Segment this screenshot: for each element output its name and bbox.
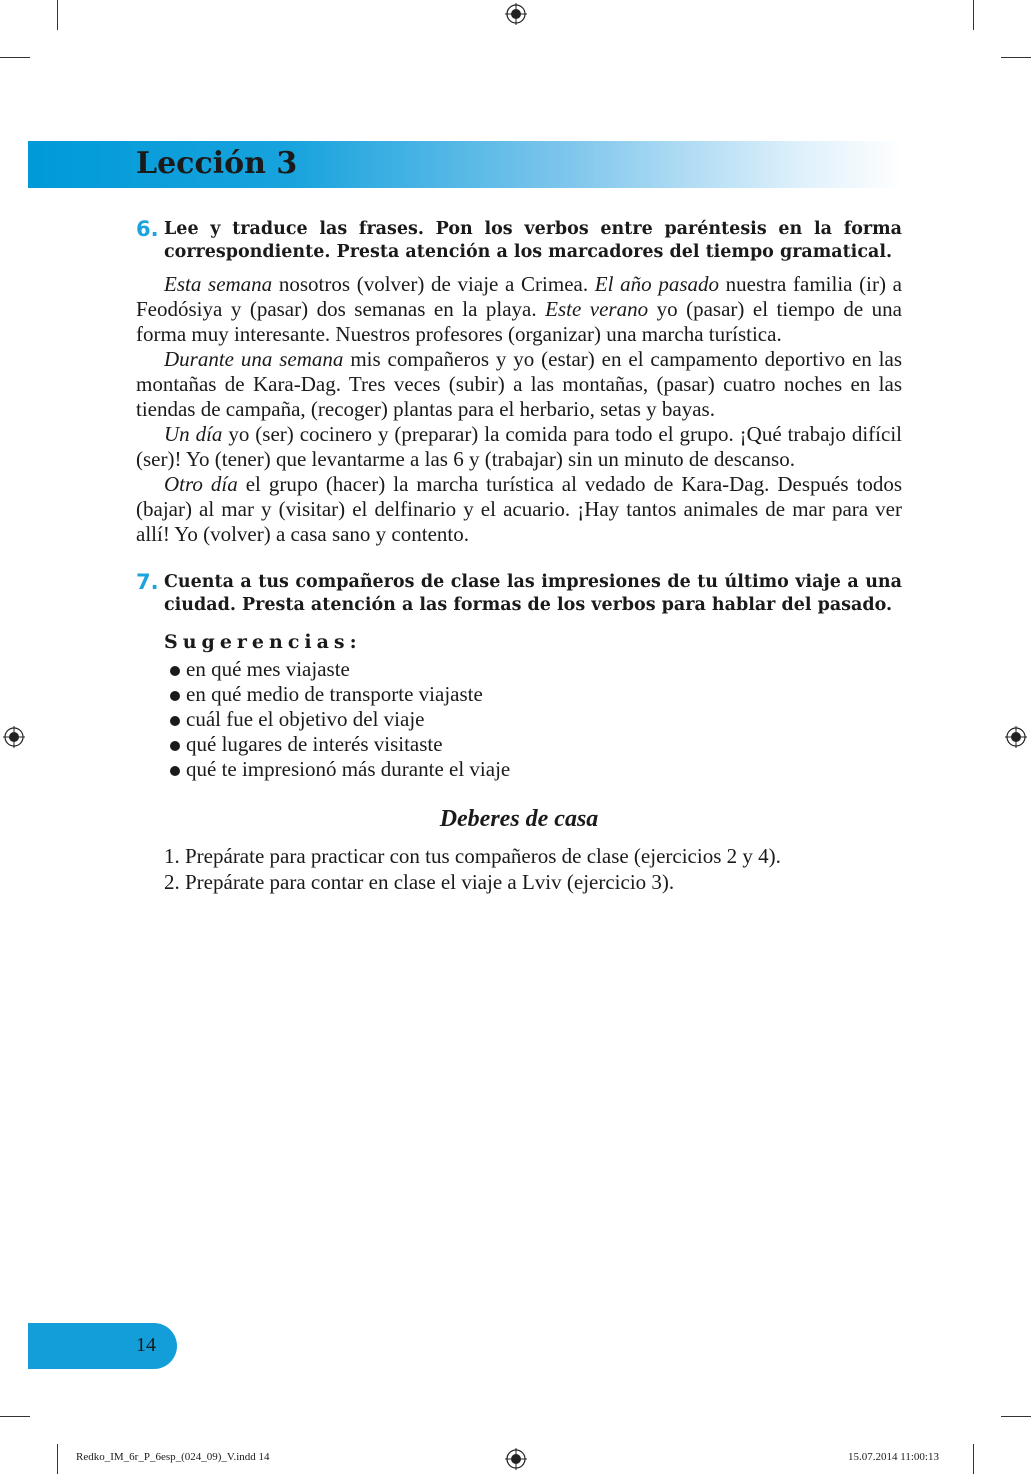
homework-list (136, 843, 902, 895)
exercise-7-instruction: Cuenta a tus compañeros de clase las impresiones de tu último viaje a una ciudad. Presta atención a las formas de los verbos para hablar del pasado. (164, 572, 902, 615)
registration-mark-icon (3, 726, 25, 748)
crop-mark (973, 1444, 974, 1474)
suggestions-title: Sugerencias: (164, 631, 362, 653)
crop-mark (1001, 1416, 1031, 1417)
crop-mark (1001, 57, 1031, 58)
time-marker: Durante una semana (164, 347, 344, 371)
exercise-7-number: 7. (136, 570, 159, 594)
paragraph-text: nosotros (volver) de viaje a Crimea. (272, 272, 595, 296)
exercise-6-number: 6. (136, 217, 159, 241)
bullet-icon (170, 691, 180, 701)
paragraph-text: yo (ser) cocinero y (preparar) la comida para todo el grupo. ¡Qué trabajo difícil (ser)! Yo (tener) que levantarme a las 6 y (trabajar) sin un minuto de descanso. (136, 422, 902, 471)
suggestion-text: qué te impresionó más durante el viaje (186, 757, 511, 781)
exercise-6-instruction: Lee y traduce las frases. Pon los verbos entre paréntesis en la forma correspondiente. Presta atención a los marcadores del tiempo gramatical. (164, 219, 902, 262)
exercise-7-header (136, 571, 902, 617)
suggestion-item (170, 682, 902, 707)
paragraph-text: mis compañeros y yo (estar) en el campamento deportivo en las montañas de Kara-Dag. Tres veces (subir) a las montañas, (pasar) cuatro noches en las tiendas de campaña, (recoger) plantas para el herbario, setas y bayas. (136, 347, 903, 421)
bullet-icon (170, 741, 180, 751)
crop-mark (973, 0, 974, 30)
suggestion-text: cuál fue el objetivo del viaje (186, 707, 425, 731)
print-slug-date: 15.07.2014 11:00:13 (848, 1451, 939, 1463)
page-content (136, 218, 902, 895)
time-marker: Esta semana (164, 272, 273, 296)
paragraph-text: yo (pasar) el tiempo de una forma muy interesante. Nuestros profesores (organizar) una marcha turística. (136, 297, 902, 346)
bullet-icon (170, 666, 180, 676)
suggestions-list (136, 657, 902, 782)
paragraph-text: el grupo (hacer) la marcha turística al vedado de Kara-Dag. Después todos (bajar) al mar y (visitar) el delfinario y el acuario. ¡Hay tantos animales de mar para ver allí! Yo (volver) a casa sano y contento. (136, 472, 902, 546)
homework-item: 2. Prepárate para contar en clase el viaje a Lviv (ejercicio 3). (164, 870, 675, 894)
exercise-6-paragraph-4 (136, 472, 902, 547)
suggestion-item (170, 757, 902, 782)
suggestion-item (170, 707, 902, 732)
registration-mark-icon (505, 3, 527, 25)
time-marker: Este verano (545, 297, 649, 321)
suggestion-item (170, 657, 902, 682)
print-slug-filename: Redko_IM_6r_P_6esp_(024_09)_V.indd 14 (76, 1451, 270, 1463)
crop-mark (0, 57, 30, 58)
crop-mark (57, 0, 58, 30)
homework-title: Deberes de casa (439, 806, 599, 832)
lesson-title: Lección 3 (136, 146, 298, 181)
crop-mark (57, 1444, 58, 1474)
exercise-6-paragraph-2 (136, 347, 902, 422)
suggestion-text: en qué medio de transporte viajaste (186, 682, 483, 706)
paragraph-text: nuestra familia (ir) a Feodósiya y (pasar) dos semanas en la playa. (136, 272, 902, 321)
time-marker: Otro día (164, 472, 238, 496)
time-marker: Un día (164, 422, 223, 446)
suggestion-item (170, 732, 902, 757)
suggestion-text: en qué mes viajaste (186, 657, 350, 681)
time-marker: El año pasado (594, 272, 719, 296)
homework-item: 1. Prepárate para practicar con tus compañeros de clase (ejercicios 2 y 4). (164, 844, 781, 868)
page-number: 14 (136, 1334, 156, 1356)
exercise-6-paragraph-3 (136, 422, 902, 472)
bullet-icon (170, 766, 180, 776)
registration-mark-icon (1005, 726, 1027, 748)
registration-mark-icon (505, 1448, 527, 1470)
bullet-icon (170, 716, 180, 726)
suggestion-text: qué lugares de interés visitaste (186, 732, 443, 756)
exercise-6-header (136, 218, 902, 264)
exercise-6-paragraph-1 (136, 272, 902, 347)
crop-mark (0, 1416, 30, 1417)
